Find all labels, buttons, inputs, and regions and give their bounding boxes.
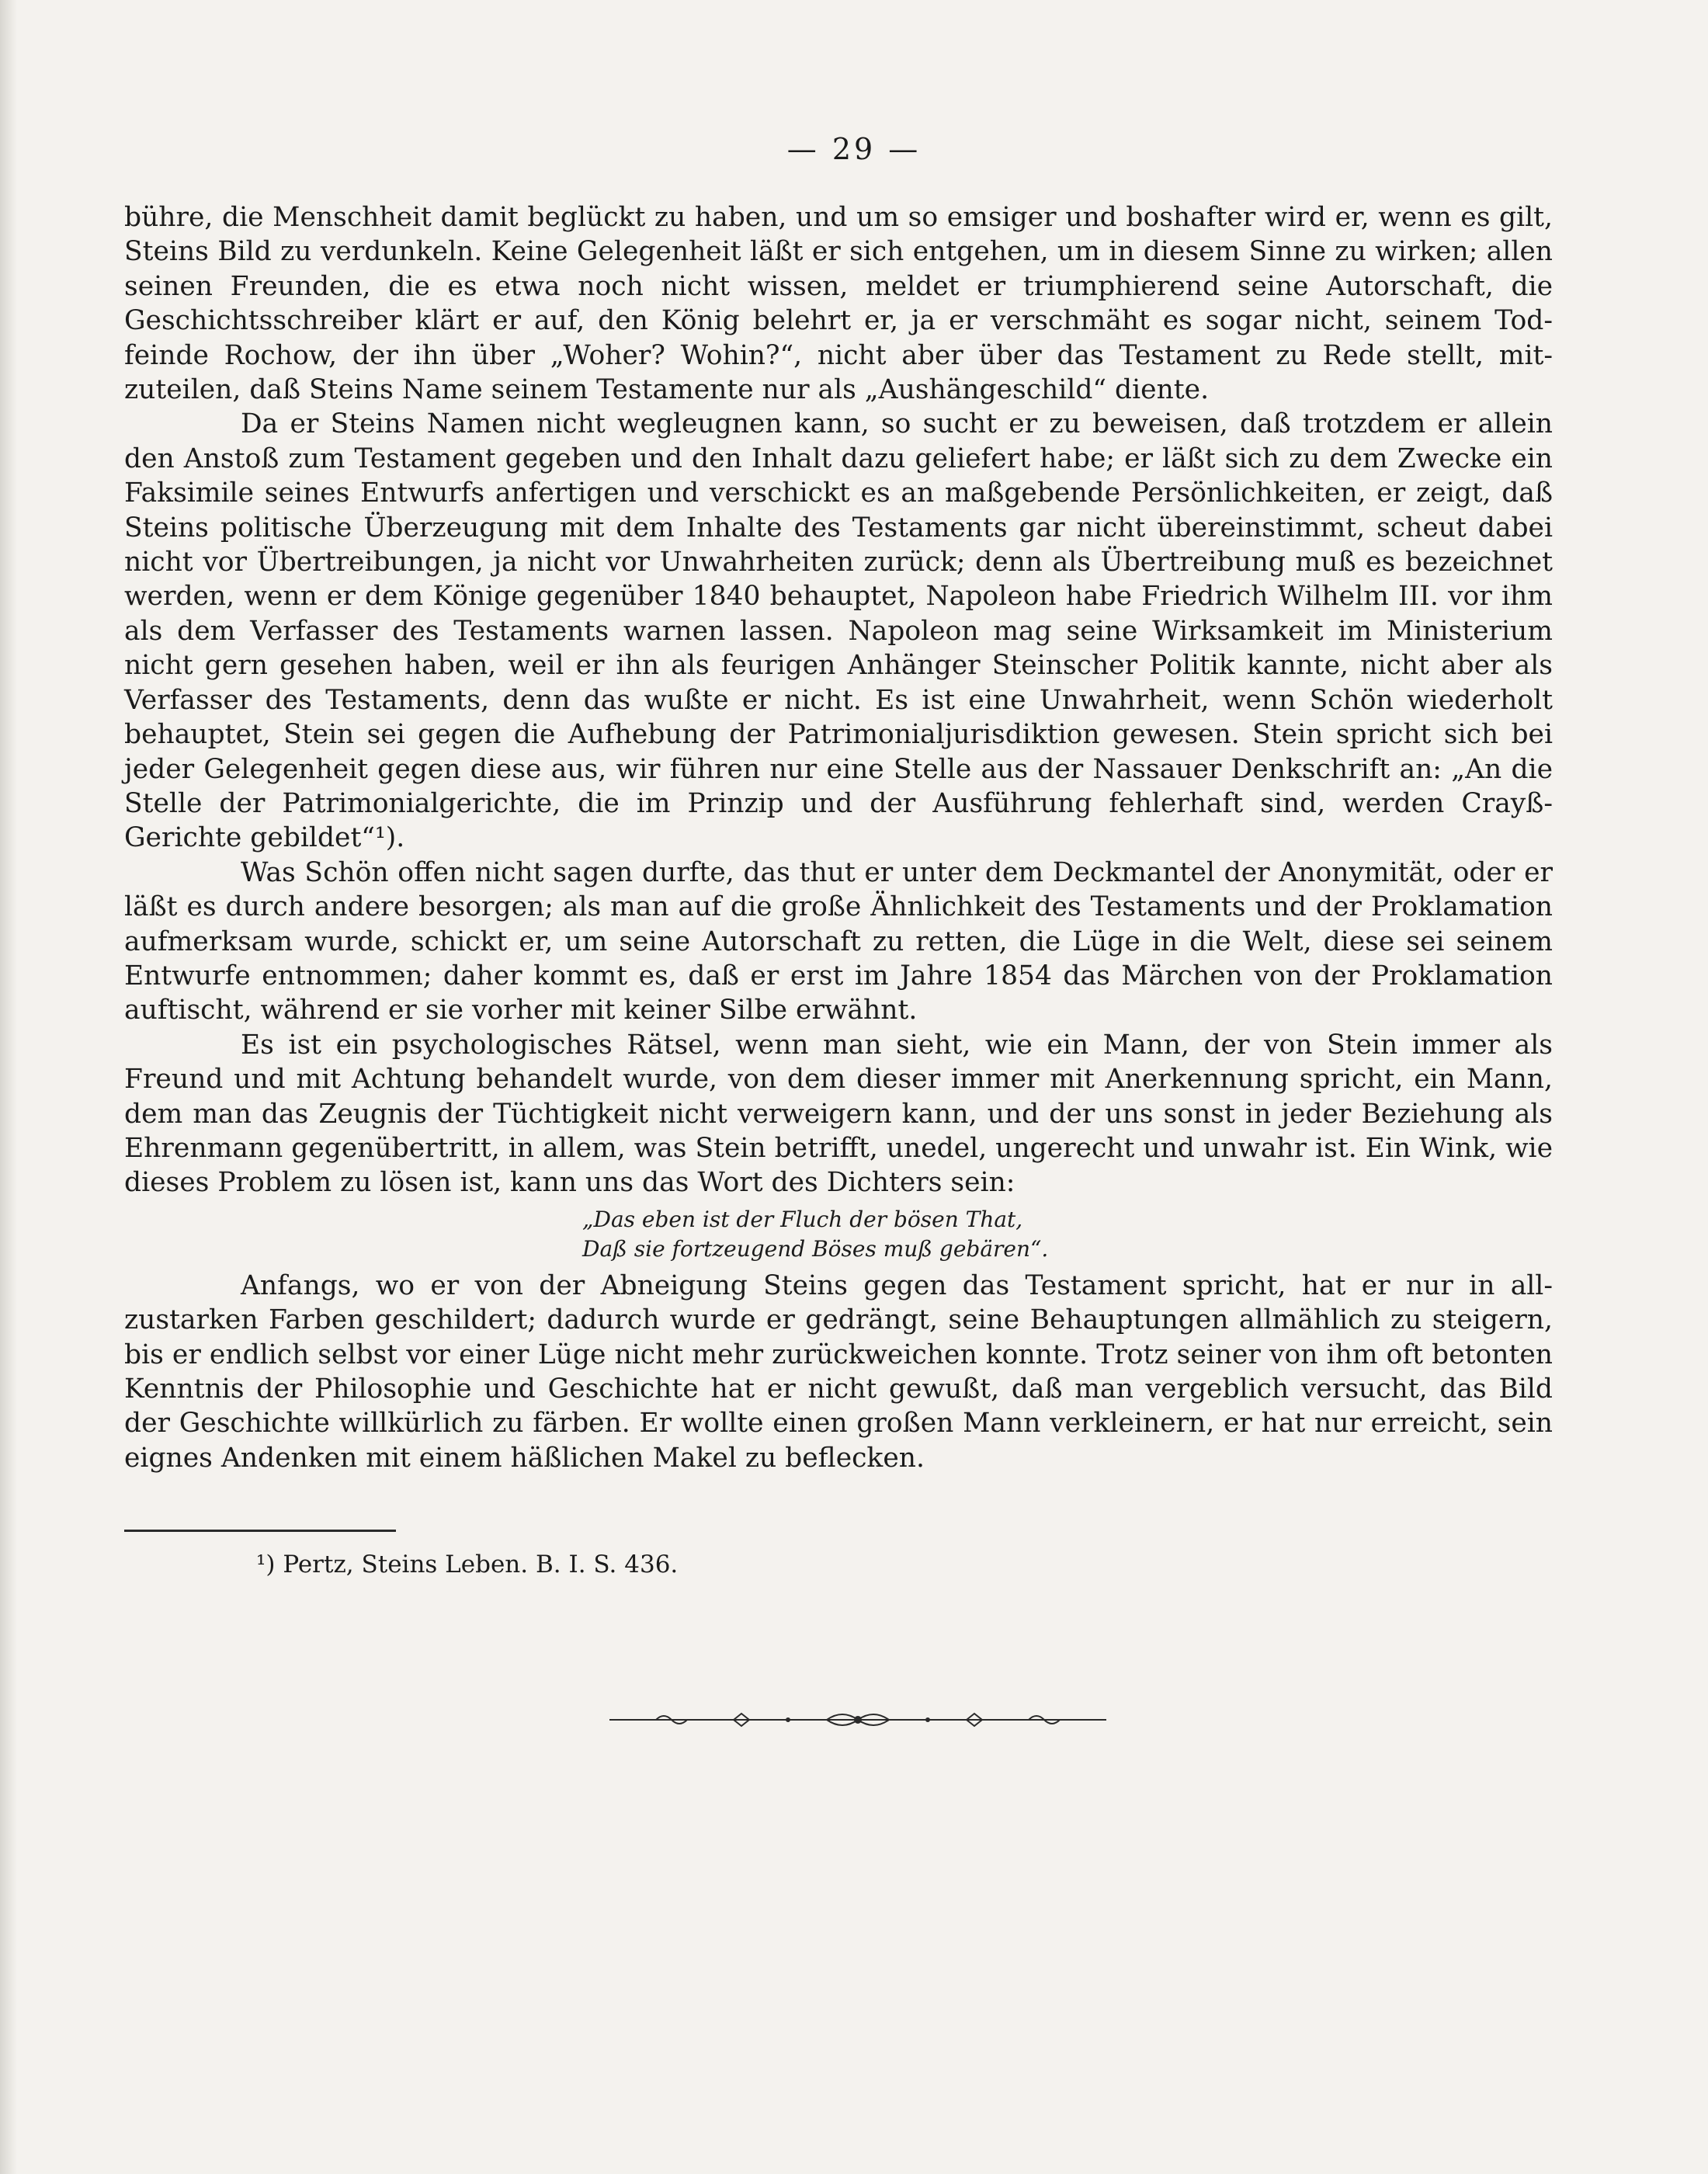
page-number: — 29 — [786,132,922,166]
verse-line-1: „Das eben ist der Fluch der bösen That, [582,1206,1023,1232]
verse-line-2: Daß sie fortzeugend Böses muß gebären“. [582,1235,1049,1262]
ornament-divider [609,1708,1106,1731]
paragraph-2: Da er Steins Namen nicht wegleugnen kann, so sucht er zu beweisen, daß trotzdem er allein den Anstoß zum Testament gegeben und den Inhalt dazu geliefert habe; er läßt sich zu dem Zwecke ein Faksimile seines Entwurfs anfertigen und verschickt es an maßgebende Persönlichkeiten, er zeigt, daß Steins politische Überzeugung mit dem Inhalte des Testaments gar nicht übereinstimmt, scheut dabei nicht vor Übertreibungen, ja nicht vor Unwahrheiten zurück; denn als Übertreibung muß es bezeichnet werden, wenn er dem Könige gegenüber 1840 behauptet, Napoleon habe Friedrich Wilhelm III. vor ihm als dem Verfasser des Testaments warnen lassen. Napoleon mag seine Wirksamkeit im Ministerium nicht gern gesehen haben, weil er ihn als feurigen Anhänger Steinscher Politik kannte, nicht aber als Verfasser des Testaments, denn das wußte er nicht. Es ist eine Unwahrheit, wenn Schön wiederholt behauptet, Stein sei gegen die Aufhebung der Patrimonialjurisdiktion gewesen. Stein spricht sich bei jeder Gelegenheit gegen diese aus, wir führen nur eine Stelle aus der Nassauer Denkschrift an: „An die Stelle der Patrimonialgerichte, die im Prinzip und der Ausführung fehlerhaft sind, werden Crayß-Gerichte gebildet“¹). [124,408,1553,854]
footnote-rule [124,1530,396,1532]
main-text [124,200,1553,1475]
verse-quote [124,1205,1553,1264]
page-edge-shadow [0,0,17,2174]
paragraph-5: Anfangs, wo er von der Abneigung Steins gegen das Testament spricht, hat er nur in all-zustarken Farben geschildert; dadurch wurde er gedrängt, seine Behauptungen allmählich zu steigern, bis er endlich selbst vor einer Lüge nicht mehr zurückweichen konnte. Trotz seiner von ihm oft betonten Kenntnis der Philosophie und Geschichte hat er nicht gewußt, daß man vergeblich versucht, das Bild der Geschichte willkürlich zu färben. Er wollte einen großen Mann verkleinern, er hat nur erreicht, sein eignes Andenken mit einem häßlichen Makel zu beflecken. [124,1269,1553,1474]
paragraph-4: Es ist ein psychologisches Rätsel, wenn man sieht, wie ein Mann, der von Stein immer als Freund und mit Achtung behandelt wurde, von dem dieser immer mit Anerkennung spricht, ein Mann, dem man das Zeugnis der Tüchtigkeit nicht verweigern kann, und der uns sonst in jeder Beziehung als Ehrenmann gegenübertritt, in allem, was Stein betrifft, unedel, ungerecht und unwahr ist. Ein Wink, wie dieses Problem zu lösen ist, kann uns das Wort des Dichters sein: [124,1029,1553,1199]
paragraph-3: Was Schön offen nicht sagen durfte, das thut er unter dem Deckmantel der Anonymität, oder er läßt es durch andere besorgen; als man auf die große Ähnlichkeit des Testaments und der Proklamation aufmerksam wurde, schickt er, um seine Autorschaft zu retten, die Lüge in die Welt, diese sei seinem Entwurfe entnommen; daher kommt es, daß er erst im Jahre 1854 das Märchen von der Proklamation auftischt, während er sie vorher mit keiner Silbe erwähnt. [124,856,1553,1026]
paragraph-1: bühre, die Menschheit damit beglückt zu haben, und um so emsiger und boshafter wird er, wenn es gilt, Steins Bild zu verdunkeln. Keine Gelegenheit läßt er sich entgehen, um in diesem Sinne zu wirken; allen seinen Freunden, die es etwa noch nicht wissen, meldet er triumphierend seine Autorschaft, die Geschichtsschreiber klärt er auf, den König belehrt er, ja er verschmäht es sogar nicht, seinem Tod-feinde Rochow, der ihn über „Woher? Wohin?“, nicht aber über das Testament zu Rede stellt, mit-zuteilen, daß Steins Name seinem Testamente nur als „Aushängeschild“ diente. [124,202,1553,406]
footnote: ¹) Pertz, Steins Leben. B. I. S. 436. [256,1551,679,1578]
